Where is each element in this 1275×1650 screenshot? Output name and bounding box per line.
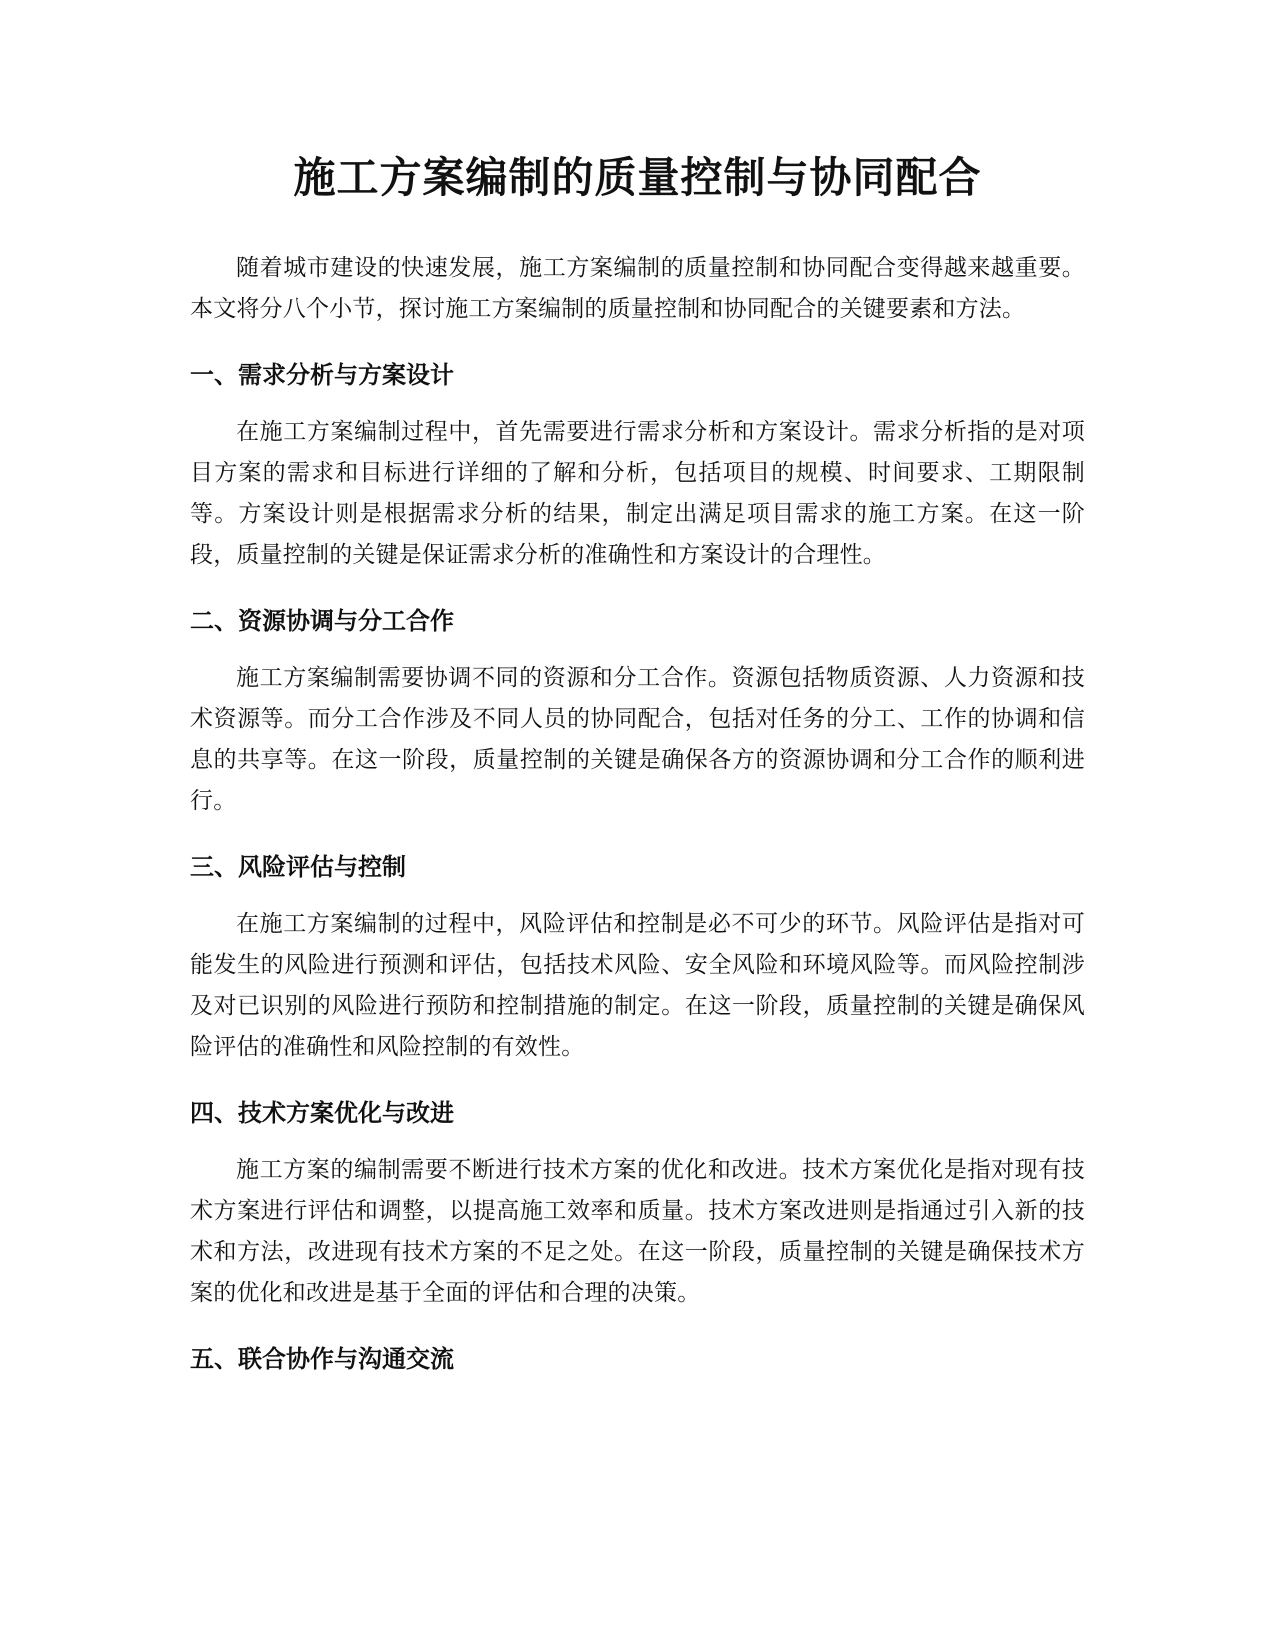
section-heading-5: 五、联合协作与沟通交流: [190, 1345, 454, 1373]
intro-paragraph: 随着城市建设的快速发展，施工方案编制的质量控制和协同配合变得越来越重要。本文将分八个小节，探讨施工方案编制的质量控制和协同配合的关键要素和方法。: [190, 255, 1085, 322]
document-title: 施工方案编制的质量控制与协同配合: [293, 153, 982, 202]
section-heading-1: 一、需求分析与方案设计: [190, 361, 454, 389]
section-body-2: 施工方案编制需要协调不同的资源和分工合作。资源包括物质资源、人力资源和技术资源等。而分工合作涉及不同人员的协同配合，包括对任务的分工、工作的协调和信息的共享等。在这一阶段，质量控制的关键是确保各方的资源协调和分工合作的顺利进行。: [190, 665, 1085, 814]
section-heading-2: 二、资源协调与分工合作: [190, 607, 454, 635]
section-body-4: 施工方案的编制需要不断进行技术方案的优化和改进。技术方案优化是指对现有技术方案进行评估和调整，以提高施工效率和质量。技术方案改进则是指通过引入新的技术和方法，改进现有技术方案的不足之处。在这一阶段，质量控制的关键是确保技术方案的优化和改进是基于全面的评估和合理的决策。: [190, 1157, 1085, 1306]
section-body-3: 在施工方案编制的过程中，风险评估和控制是必不可少的环节。风险评估是指对可能发生的风险进行预测和评估，包括技术风险、安全风险和环境风险等。而风险控制涉及对已识别的风险进行预防和控制措施的制定。在这一阶段，质量控制的关键是确保风险评估的准确性和风险控制的有效性。: [190, 911, 1085, 1060]
section-body-1: 在施工方案编制过程中，首先需要进行需求分析和方案设计。需求分析指的是对项目方案的需求和目标进行详细的了解和分析，包括项目的规模、时间要求、工期限制等。方案设计则是根据需求分析的结果，制定出满足项目需求的施工方案。在这一阶段，质量控制的关键是保证需求分析的准确性和方案设计的合理性。: [190, 419, 1085, 568]
section-heading-3: 三、风险评估与控制: [190, 853, 406, 881]
section-heading-4: 四、技术方案优化与改进: [190, 1099, 454, 1127]
